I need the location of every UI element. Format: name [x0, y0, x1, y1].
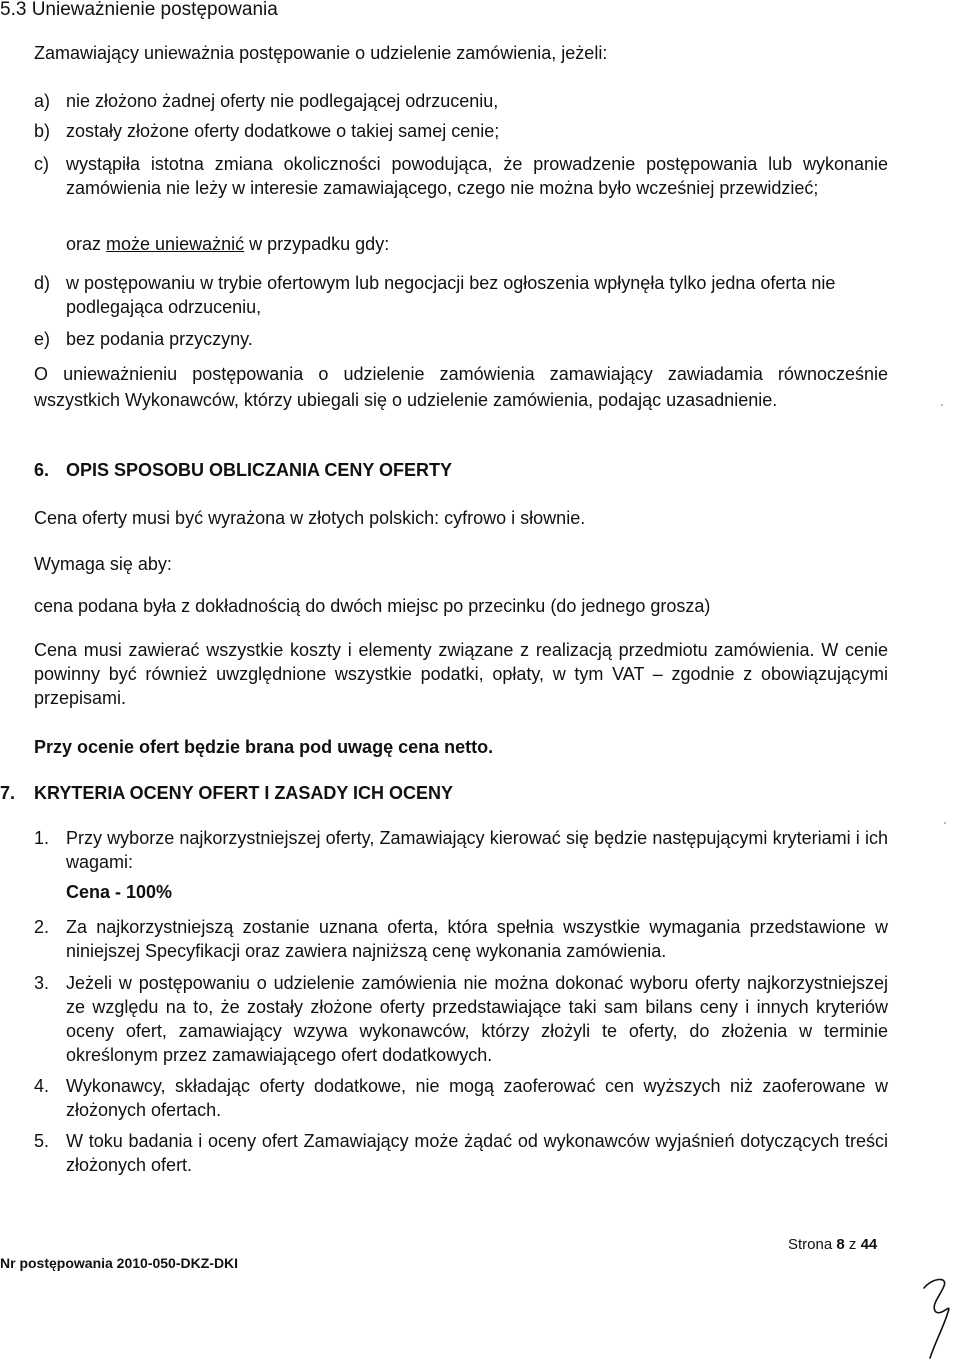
paragraph: cena podana była z dokładnością do dwóch miejsc po przecinku (do jednego grosza) — [34, 596, 711, 616]
may-prefix: oraz — [66, 234, 102, 254]
page-prefix: Strona — [788, 1236, 833, 1253]
may-annul-line — [66, 232, 389, 256]
list-text: Wykonawcy, składając oferty dodatkowe, nie mogą zaoferować cen wyższych niż zaoferowane w złożonych ofertach. — [66, 1076, 888, 1120]
list-text: bez podania przyczyny. — [66, 329, 253, 349]
list-label: a) — [34, 91, 51, 111]
section-heading: 5.3 Unieważnienie postępowania — [0, 0, 278, 20]
list-text: w postępowaniu w trybie ofertowym lub negocjacji bez ogłoszenia wpłynęła tylko jedna oferta nie podlegająca odrzuceniu, — [66, 273, 836, 317]
list-number: 2. — [34, 917, 50, 937]
list-label: c) — [34, 154, 49, 174]
scan-speck — [941, 404, 943, 406]
section-number: 7. — [0, 783, 16, 803]
page-current: 8 — [836, 1236, 845, 1253]
list-label: d) — [34, 273, 51, 293]
may-suffix: w przypadku gdy: — [249, 234, 390, 254]
page-total: 44 — [860, 1236, 878, 1253]
paragraph: Wymaga się aby: — [34, 554, 172, 574]
section-number: 6. — [34, 460, 50, 480]
list-number: 5. — [34, 1131, 50, 1151]
notice-paragraph: O unieważnieniu postępowania o udzielenie zamówienia zamawiający zawiadamia równocześnie wszystkich Wykonawców, którzy ubiegali się o udzielenie zamówienia, podając uzasadnienie. — [34, 364, 888, 410]
intro-paragraph: Zamawiający unieważnia postępowanie o udzielenie zamówienia, jeżeli: — [34, 43, 608, 63]
paragraph: Cena oferty musi być wyrażona w złotych polskich: cyfrowo i słownie. — [34, 508, 586, 528]
list-text: nie złożono żadnej oferty nie podlegającej odrzuceniu, — [66, 91, 499, 111]
page-mid: z — [848, 1236, 857, 1253]
list-text: Jeżeli w postępowaniu o udzielenie zamówienia nie można dokonać wyboru oferty najkorzystniejszej ze względu na to, że zostały złożone oferty przedstawiające taki sam bilans ceny i innych kryteriów oceny ofert, zamawiający wzywa wykonawców, którzy złożyli te oferty, do złożenia w terminie określonym przez zamawiającego ofert dodatkowych. — [66, 973, 888, 1065]
list-text: wystąpiła istotna zmiana okoliczności powodująca, że prowadzenie postępowania lub wykonanie zamówienia nie leży w interesie zamawiającego, czego nie można było wcześniej przewidzieć; — [66, 154, 888, 198]
list-number: 4. — [34, 1076, 50, 1096]
criterion: Cena - 100% — [66, 882, 173, 902]
emphasis-paragraph: Przy ocenie ofert będzie brana pod uwagę cena netto. — [34, 737, 494, 757]
case-number: Nr postępowania 2010-050-DKZ-DKI — [0, 1255, 239, 1271]
list-number: 3. — [34, 973, 50, 993]
list-number: 1. — [34, 828, 50, 848]
signature-mark — [918, 1272, 958, 1362]
list-label: e) — [34, 329, 51, 349]
may-underlined: może unieważnić — [106, 234, 245, 254]
paragraph: Cena musi zawierać wszystkie koszty i elementy związane z realizacją przedmiotu zamówienia. W cenie powinny być również uwzględnione wszystkie podatki, opłaty, w tym VAT – zgodnie z obowiązującymi przepisami. — [34, 640, 888, 708]
list-label: b) — [34, 121, 51, 141]
scan-speck — [944, 822, 946, 824]
list-text: Przy wyborze najkorzystniejszej oferty, Zamawiający kierować się będzie następującymi kryteriami i ich wagami: — [66, 828, 888, 872]
list-text: W toku badania i oceny ofert Zamawiający może żądać od wykonawców wyjaśnień dotyczących treści złożonych ofert. — [66, 1131, 888, 1175]
list-text: Za najkorzystniejszą zostanie uznana oferta, która spełnia wszystkie wymagania przedstawione w niniejszej Specyfikacji oraz zawiera najniższą cenę wykonania zamówienia. — [66, 917, 888, 961]
page-number — [788, 1235, 877, 1255]
list-text: zostały złożone oferty dodatkowe o takiej samej cenie; — [66, 121, 500, 141]
section-heading: OPIS SPOSOBU OBLICZANIA CENY OFERTY — [66, 460, 453, 480]
section-heading: KRYTERIA OCENY OFERT I ZASADY ICH OCENY — [34, 783, 454, 803]
